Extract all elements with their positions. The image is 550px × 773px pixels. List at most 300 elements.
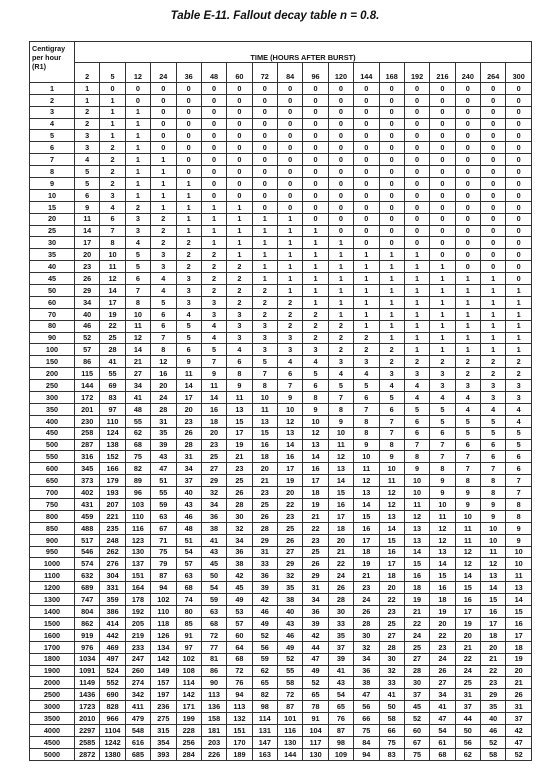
- table-cell: 7: [430, 451, 455, 463]
- table-cell: 524: [100, 665, 125, 677]
- table-cell: 0: [404, 177, 429, 189]
- table-cell: 9: [227, 380, 252, 392]
- table-cell: 65: [252, 677, 277, 689]
- table-cell: 11: [201, 380, 226, 392]
- table-cell: 11: [176, 368, 201, 380]
- table-cell: 23: [252, 487, 277, 499]
- table-cell: 0: [303, 189, 328, 201]
- table-cell: 67: [151, 522, 176, 534]
- table-cell: 72: [227, 665, 252, 677]
- table-cell: 31: [303, 582, 328, 594]
- table-cell: 1: [201, 213, 226, 225]
- table-cell: 1: [404, 273, 429, 285]
- table-cell: 158: [201, 713, 226, 725]
- table-cell: 0: [379, 225, 404, 237]
- table-cell: 2: [151, 213, 176, 225]
- table-cell: 42: [227, 570, 252, 582]
- table-cell: 0: [430, 213, 455, 225]
- table-cell: 2: [278, 308, 303, 320]
- table-cell: 4: [506, 403, 532, 415]
- table-cell: 37: [506, 713, 532, 725]
- table-cell: 75: [404, 748, 429, 760]
- table-cell: 25: [227, 475, 252, 487]
- table-cell: 16: [303, 463, 328, 475]
- table-cell: 1: [278, 273, 303, 285]
- table-cell: 9: [176, 356, 201, 368]
- table-cell: 201: [75, 403, 100, 415]
- table-cell: 18: [303, 487, 328, 499]
- table-cell: 113: [201, 689, 226, 701]
- table-cell: 1: [430, 344, 455, 356]
- table-row: [30, 177, 532, 189]
- table-cell: 690: [100, 689, 125, 701]
- table-cell: 24: [354, 594, 379, 606]
- table-cell: 18: [328, 522, 353, 534]
- table-cell: 0: [430, 94, 455, 106]
- table-cell: 11: [455, 534, 480, 546]
- table-cell: 8: [430, 463, 455, 475]
- table-row: [30, 415, 532, 427]
- table-cell: 0: [201, 106, 226, 118]
- table-cell: 0: [481, 142, 506, 154]
- table-cell: 30: [227, 510, 252, 522]
- table-cell: 29: [481, 689, 506, 701]
- dose-rate-cell: 4500: [30, 736, 75, 748]
- table-cell: 2: [455, 368, 480, 380]
- table-cell: 304: [100, 570, 125, 582]
- table-cell: 72: [278, 689, 303, 701]
- table-cell: 40: [278, 606, 303, 618]
- table-cell: 6: [227, 356, 252, 368]
- table-cell: 0: [328, 118, 353, 130]
- dose-rate-cell: 600: [30, 463, 75, 475]
- table-cell: 20: [455, 629, 480, 641]
- time-column-header: 2: [75, 63, 100, 83]
- dose-rate-cell: 90: [30, 332, 75, 344]
- table-cell: 0: [201, 82, 226, 94]
- table-cell: 1380: [100, 748, 125, 760]
- table-cell: 19: [303, 499, 328, 511]
- table-cell: 68: [430, 748, 455, 760]
- table-cell: 45: [404, 701, 429, 713]
- table-cell: 52: [278, 653, 303, 665]
- table-cell: 38: [227, 558, 252, 570]
- table-cell: 0: [455, 154, 480, 166]
- table-cell: 275: [151, 713, 176, 725]
- table-cell: 19: [100, 308, 125, 320]
- table-cell: 2010: [75, 713, 100, 725]
- table-cell: 2: [227, 261, 252, 273]
- table-cell: 5: [430, 415, 455, 427]
- table-cell: 101: [278, 713, 303, 725]
- table-cell: 0: [506, 82, 532, 94]
- table-cell: 32: [201, 487, 226, 499]
- table-cell: 75: [125, 451, 150, 463]
- table-cell: 13: [328, 463, 353, 475]
- table-cell: 7: [354, 403, 379, 415]
- table-row: [30, 677, 532, 689]
- table-cell: 21: [481, 653, 506, 665]
- table-cell: 104: [303, 724, 328, 736]
- table-row: [30, 320, 532, 332]
- table-cell: 19: [430, 606, 455, 618]
- table-cell: 0: [176, 142, 201, 154]
- table-cell: 3: [176, 285, 201, 297]
- table-cell: 0: [506, 154, 532, 166]
- table-cell: 12: [379, 487, 404, 499]
- table-cell: 8: [404, 451, 429, 463]
- table-cell: 0: [278, 118, 303, 130]
- table-cell: 28: [328, 594, 353, 606]
- table-cell: 14: [100, 285, 125, 297]
- table-row: [30, 166, 532, 178]
- table-cell: 5: [506, 439, 532, 451]
- table-cell: 0: [201, 142, 226, 154]
- dose-rate-cell: 2000: [30, 677, 75, 689]
- table-cell: 21: [404, 606, 429, 618]
- table-cell: 0: [125, 94, 150, 106]
- table-cell: 10: [455, 510, 480, 522]
- dose-rate-cell: 45: [30, 273, 75, 285]
- table-cell: 82: [125, 463, 150, 475]
- table-cell: 20: [278, 487, 303, 499]
- table-cell: 3: [430, 368, 455, 380]
- table-cell: 18: [506, 641, 532, 653]
- table-cell: 59: [151, 499, 176, 511]
- table-cell: 52: [481, 736, 506, 748]
- table-cell: 14: [354, 499, 379, 511]
- table-cell: 17: [303, 475, 328, 487]
- table-cell: 56: [252, 641, 277, 653]
- table-cell: 616: [125, 736, 150, 748]
- table-cell: 179: [100, 475, 125, 487]
- table-cell: 8: [354, 427, 379, 439]
- table-cell: 35: [481, 701, 506, 713]
- table-cell: 55: [125, 415, 150, 427]
- table-cell: 14: [379, 522, 404, 534]
- table-cell: 1: [354, 249, 379, 261]
- table-cell: 0: [455, 106, 480, 118]
- table-cell: 170: [227, 736, 252, 748]
- table-cell: 260: [125, 665, 150, 677]
- table-cell: 10: [481, 522, 506, 534]
- table-cell: 3: [227, 320, 252, 332]
- table-cell: 1: [328, 285, 353, 297]
- table-cell: 0: [379, 154, 404, 166]
- table-cell: 49: [303, 665, 328, 677]
- table-cell: 56: [354, 701, 379, 713]
- table-cell: 3: [201, 296, 226, 308]
- table-cell: 115: [75, 368, 100, 380]
- table-cell: 1242: [100, 736, 125, 748]
- table-cell: 0: [278, 130, 303, 142]
- fallout-decay-table: [29, 41, 532, 761]
- table-cell: 46: [481, 724, 506, 736]
- table-cell: 151: [227, 724, 252, 736]
- table-cell: 5: [252, 356, 277, 368]
- table-cell: 2: [481, 368, 506, 380]
- table-cell: 47: [506, 736, 532, 748]
- table-cell: 13: [227, 403, 252, 415]
- table-cell: 479: [125, 713, 150, 725]
- time-column-header: 24: [151, 63, 176, 83]
- dose-rate-cell: 450: [30, 427, 75, 439]
- table-cell: 3: [125, 225, 150, 237]
- table-cell: 1: [455, 308, 480, 320]
- table-cell: 0: [303, 154, 328, 166]
- table-cell: 16: [481, 606, 506, 618]
- dose-rate-cell: 750: [30, 499, 75, 511]
- table-cell: 8: [328, 403, 353, 415]
- dose-rate-cell: 1300: [30, 594, 75, 606]
- table-cell: 14: [404, 546, 429, 558]
- table-cell: 23: [379, 606, 404, 618]
- table-cell: 0: [354, 189, 379, 201]
- table-cell: 0: [379, 213, 404, 225]
- table-cell: 38: [278, 594, 303, 606]
- table-cell: 2: [328, 320, 353, 332]
- table-cell: 274: [125, 677, 150, 689]
- table-cell: 76: [328, 713, 353, 725]
- table-cell: 66: [379, 724, 404, 736]
- table-cell: 1: [125, 177, 150, 189]
- table-cell: 0: [481, 189, 506, 201]
- dose-rate-cell: 850: [30, 522, 75, 534]
- table-cell: 235: [100, 522, 125, 534]
- dose-rate-cell: 70: [30, 308, 75, 320]
- table-cell: 287: [75, 439, 100, 451]
- table-cell: 0: [430, 201, 455, 213]
- table-cell: 9: [379, 451, 404, 463]
- table-cell: 8: [227, 368, 252, 380]
- table-cell: 3: [303, 344, 328, 356]
- table-cell: 3: [75, 142, 100, 154]
- table-cell: 2: [100, 177, 125, 189]
- table-cell: 2: [328, 344, 353, 356]
- table-cell: 1: [151, 177, 176, 189]
- table-cell: 3: [252, 344, 277, 356]
- table-cell: 0: [455, 177, 480, 189]
- table-cell: 2: [75, 118, 100, 130]
- table-cell: 30: [354, 629, 379, 641]
- table-cell: 976: [75, 641, 100, 653]
- table-row: [30, 713, 532, 725]
- table-cell: 0: [328, 189, 353, 201]
- table-cell: 966: [100, 713, 125, 725]
- table-cell: 0: [176, 130, 201, 142]
- table-cell: 31: [252, 546, 277, 558]
- table-cell: 35: [328, 629, 353, 641]
- table-cell: 1: [379, 249, 404, 261]
- table-cell: 1: [404, 332, 429, 344]
- table-cell: 27: [201, 463, 226, 475]
- table-cell: 4: [506, 415, 532, 427]
- table-cell: 248: [100, 534, 125, 546]
- table-cell: 546: [75, 546, 100, 558]
- table-cell: 2: [151, 237, 176, 249]
- table-cell: 25: [201, 451, 226, 463]
- table-cell: 22: [328, 558, 353, 570]
- table-cell: 49: [252, 617, 277, 629]
- table-cell: 23: [354, 582, 379, 594]
- table-cell: 0: [252, 189, 277, 201]
- table-cell: 35: [278, 582, 303, 594]
- table-cell: 7: [379, 415, 404, 427]
- table-cell: 7: [328, 392, 353, 404]
- table-cell: 20: [75, 249, 100, 261]
- table-cell: 0: [455, 261, 480, 273]
- table-cell: 1: [481, 296, 506, 308]
- table-cell: 13: [506, 582, 532, 594]
- table-cell: 48: [176, 522, 201, 534]
- table-cell: 49: [278, 641, 303, 653]
- table-cell: 0: [252, 106, 277, 118]
- table-cell: 20: [252, 463, 277, 475]
- table-cell: 1: [354, 261, 379, 273]
- table-cell: 164: [125, 582, 150, 594]
- table-cell: 34: [430, 689, 455, 701]
- table-cell: 136: [201, 701, 226, 713]
- dose-rate-cell: 650: [30, 475, 75, 487]
- table-cell: 5: [75, 166, 100, 178]
- table-cell: 0: [379, 130, 404, 142]
- table-cell: 1: [151, 189, 176, 201]
- table-cell: 9: [455, 487, 480, 499]
- table-cell: 2: [506, 368, 532, 380]
- table-cell: 9: [430, 487, 455, 499]
- table-cell: 919: [75, 629, 100, 641]
- table-cell: 28: [176, 439, 201, 451]
- table-cell: 22: [278, 499, 303, 511]
- table-cell: 0: [455, 130, 480, 142]
- table-cell: 386: [100, 606, 125, 618]
- table-cell: 393: [151, 748, 176, 760]
- table-row: [30, 451, 532, 463]
- table-cell: 62: [125, 427, 150, 439]
- table-cell: 62: [455, 748, 480, 760]
- table-cell: 0: [201, 177, 226, 189]
- table-cell: 0: [176, 154, 201, 166]
- table-cell: 1: [303, 273, 328, 285]
- table-cell: 11: [354, 463, 379, 475]
- table-cell: 3: [125, 213, 150, 225]
- table-row: [30, 213, 532, 225]
- table-cell: 2: [252, 296, 277, 308]
- table-cell: 0: [404, 82, 429, 94]
- table-cell: 142: [176, 689, 201, 701]
- table-cell: 14: [481, 582, 506, 594]
- table-cell: 203: [201, 736, 226, 748]
- table-cell: 0: [354, 106, 379, 118]
- table-cell: 0: [328, 142, 353, 154]
- table-cell: 75: [354, 724, 379, 736]
- dose-rate-cell: 500: [30, 439, 75, 451]
- table-cell: 192: [125, 606, 150, 618]
- table-cell: 0: [481, 166, 506, 178]
- table-cell: 132: [227, 713, 252, 725]
- time-column-header: 96: [303, 63, 328, 83]
- table-cell: 11: [404, 499, 429, 511]
- table-cell: 17: [455, 606, 480, 618]
- table-cell: 4: [303, 356, 328, 368]
- table-cell: 2: [201, 261, 226, 273]
- table-cell: 25: [100, 332, 125, 344]
- time-column-header: 168: [379, 63, 404, 83]
- table-cell: 3: [201, 308, 226, 320]
- table-cell: 25: [252, 499, 277, 511]
- table-cell: 2: [227, 296, 252, 308]
- table-cell: 89: [125, 475, 150, 487]
- time-column-header: 5: [100, 63, 125, 83]
- table-cell: 43: [328, 677, 353, 689]
- table-cell: 1: [227, 237, 252, 249]
- table-cell: 0: [506, 249, 532, 261]
- dose-rate-cell: 5000: [30, 748, 75, 760]
- table-cell: 5: [125, 249, 150, 261]
- table-cell: 3: [455, 380, 480, 392]
- table-cell: 23: [201, 439, 226, 451]
- table-cell: 27: [430, 677, 455, 689]
- table-cell: 22: [404, 617, 429, 629]
- table-cell: 58: [278, 677, 303, 689]
- table-cell: 35: [151, 427, 176, 439]
- table-cell: 0: [354, 130, 379, 142]
- table-cell: 118: [151, 617, 176, 629]
- table-cell: 16: [430, 582, 455, 594]
- table-cell: 65: [328, 701, 353, 713]
- table-cell: 7: [506, 475, 532, 487]
- table-cell: 2: [404, 356, 429, 368]
- table-cell: 86: [201, 665, 226, 677]
- table-cell: 199: [176, 713, 201, 725]
- table-cell: 26: [303, 558, 328, 570]
- time-column-header: 48: [201, 63, 226, 83]
- table-cell: 51: [176, 534, 201, 546]
- table-cell: 0: [354, 225, 379, 237]
- table-cell: 17: [506, 629, 532, 641]
- table-cell: 32: [278, 570, 303, 582]
- table-cell: 38: [354, 677, 379, 689]
- dose-rate-cell: 200: [30, 368, 75, 380]
- table-cell: 60: [227, 629, 252, 641]
- table-cell: 256: [176, 736, 201, 748]
- table-cell: 0: [354, 118, 379, 130]
- table-cell: 46: [75, 320, 100, 332]
- table-cell: 2: [201, 249, 226, 261]
- table-cell: 1: [125, 154, 150, 166]
- table-row: [30, 106, 532, 118]
- table-cell: 0: [278, 177, 303, 189]
- table-cell: 12: [303, 427, 328, 439]
- table-cell: 12: [481, 558, 506, 570]
- table-cell: 23: [303, 534, 328, 546]
- table-cell: 109: [328, 748, 353, 760]
- table-cell: 1: [201, 237, 226, 249]
- table-cell: 2: [252, 308, 277, 320]
- dose-rate-cell: 4000: [30, 724, 75, 736]
- table-cell: 55: [278, 665, 303, 677]
- table-cell: 862: [75, 617, 100, 629]
- table-cell: 28: [379, 641, 404, 653]
- table-cell: 16: [506, 617, 532, 629]
- table-cell: 44: [303, 641, 328, 653]
- table-cell: 0: [303, 213, 328, 225]
- table-cell: 0: [278, 106, 303, 118]
- table-cell: 1: [252, 249, 277, 261]
- table-cell: 488: [75, 522, 100, 534]
- table-cell: 17: [481, 617, 506, 629]
- dose-rate-cell: 8: [30, 166, 75, 178]
